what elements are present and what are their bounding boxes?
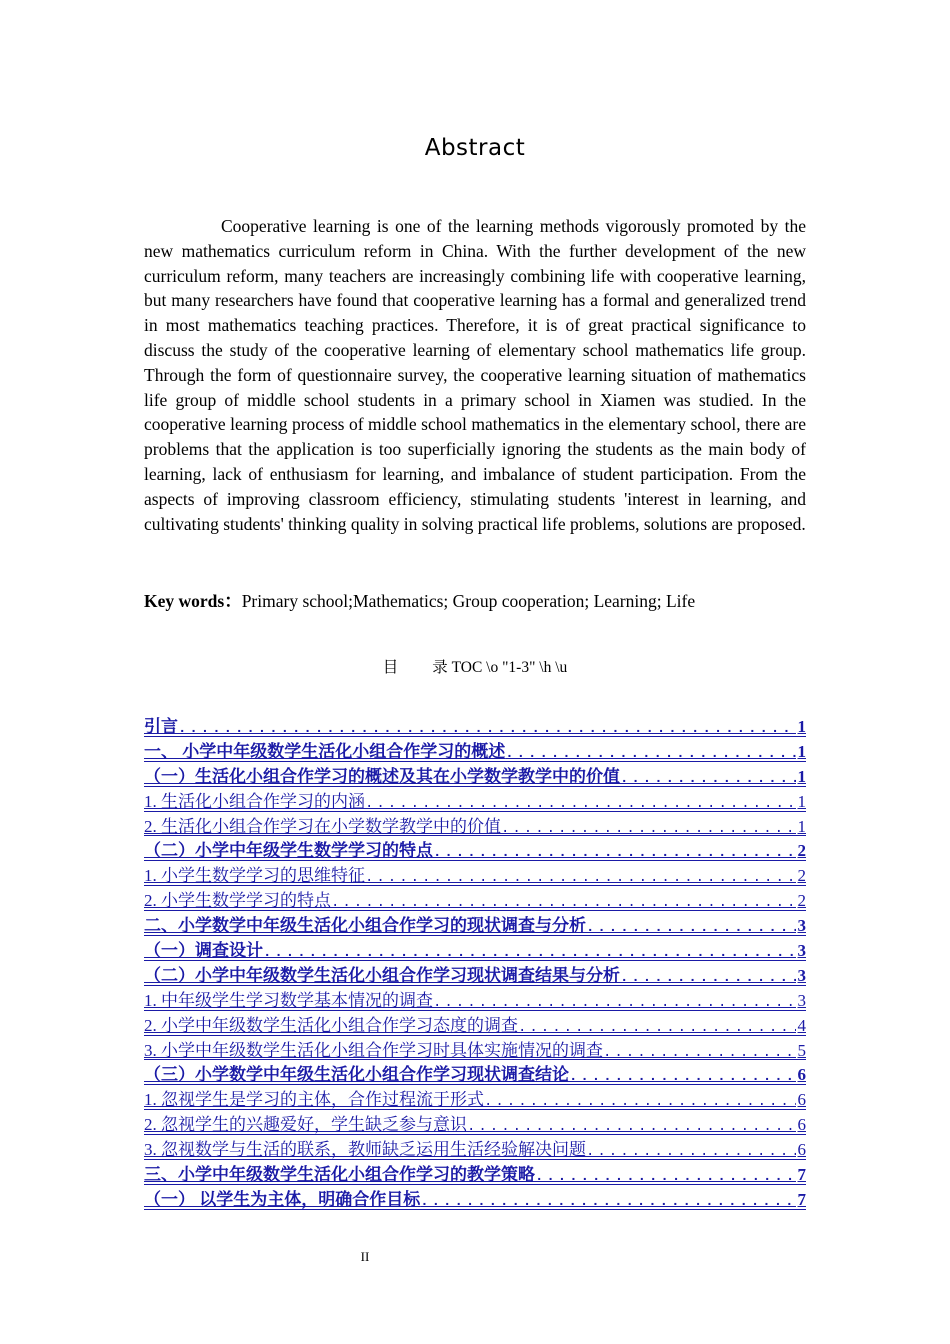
toc-entry-page: 3	[797, 990, 806, 1010]
toc-entry-title: 二、小学数学中年级生活化小组合作学习的现状调查与分析	[144, 916, 586, 936]
toc-entry-title: 3. 小学中年级数学生活化小组合作学习时具体实施情况的调查	[144, 1040, 603, 1060]
toc-entry[interactable]	[144, 1110, 806, 1135]
toc-leader-dots	[505, 746, 795, 762]
toc-entry-title: 引言	[144, 717, 178, 736]
toc-entry-title: 三、小学中年级数学生活化小组合作学习的教学策略	[144, 1165, 535, 1185]
toc-leader-dots	[620, 771, 796, 787]
toc-entry-page: 6	[797, 1140, 806, 1160]
toc-entry[interactable]	[144, 961, 806, 986]
abstract-title: Abstract	[424, 135, 526, 161]
toc-leader-dots	[535, 1169, 796, 1185]
toc-entry-page: 6	[797, 1065, 806, 1085]
toc-entry-page: 3	[797, 916, 806, 936]
toc-entry-page: 5	[797, 1040, 806, 1060]
toc-entry[interactable]	[144, 1135, 806, 1160]
toc-leader-dots	[586, 920, 796, 936]
toc-leader-dots	[603, 1045, 796, 1061]
toc-entry-title: 2. 忽视学生的兴趣爱好，学生缺乏参与意识	[144, 1115, 467, 1135]
toc-entry-title: 2. 小学生数学学习的特点	[144, 891, 331, 911]
toc-entry-title: 1. 生活化小组合作学习的内涵	[144, 791, 365, 811]
toc-entry-title: （一） 以学生为主体，明确合作目标	[144, 1189, 421, 1209]
toc-entry-page: 1	[797, 791, 806, 811]
toc-entry[interactable]	[144, 1060, 806, 1085]
toc-entry[interactable]	[144, 1085, 806, 1110]
toc-leader-dots	[569, 1069, 796, 1085]
keywords-value: Primary school;Mathematics; Group cooperation; Learning; Life	[241, 591, 696, 611]
toc-entry-title: （二）小学中年级学生数学学习的特点	[144, 841, 433, 861]
toc-entry-page: 4	[797, 1015, 806, 1035]
toc-entry-title: 一、 小学中年级数学生活化小组合作学习的概述	[144, 741, 506, 761]
toc-leader-dots	[620, 970, 796, 986]
toc-leader-dots	[433, 995, 796, 1011]
toc-entry[interactable]	[144, 886, 806, 911]
toc-entry-page: 7	[797, 1165, 806, 1185]
toc-entry[interactable]	[144, 986, 806, 1011]
toc-entry-page: 1	[797, 741, 806, 761]
toc-entry-page: 6	[797, 1115, 806, 1135]
toc-entry-title: 1. 忽视学生是学习的主体，合作过程流于形式	[144, 1090, 484, 1110]
keywords-line	[144, 589, 806, 613]
toc-leader-dots	[263, 945, 796, 961]
toc-leader-dots	[484, 1094, 796, 1110]
toc-heading-left: 目	[382, 659, 399, 676]
toc-leader-dots	[467, 1119, 796, 1135]
toc-entry[interactable]	[144, 836, 806, 861]
toc-leader-dots	[178, 721, 796, 737]
toc-entry-title: （二）小学中年级数学生活化小组合作学习现状调查结果与分析	[144, 965, 620, 985]
toc-entry[interactable]	[144, 762, 806, 787]
toc-entry[interactable]	[144, 1011, 806, 1036]
toc-leader-dots	[420, 1194, 795, 1210]
toc-leader-dots	[586, 1144, 796, 1160]
toc-entry[interactable]	[144, 861, 806, 886]
toc-entry-page: 2	[797, 866, 806, 886]
toc-entry-title: 1. 小学生数学学习的思维特征	[144, 866, 365, 886]
toc-entry-page: 2	[797, 841, 806, 861]
toc-leader-dots	[518, 1020, 796, 1036]
toc-entry-page: 1	[797, 717, 806, 736]
toc-entry[interactable]	[144, 936, 806, 961]
toc-heading	[0, 655, 950, 677]
toc-entry-title: （三）小学数学中年级生活化小组合作学习现状调查结论	[144, 1065, 569, 1085]
footer-page-number: II	[360, 1249, 370, 1264]
toc-entry-title: （一）调查设计	[144, 941, 263, 961]
toc-entry[interactable]	[144, 1036, 806, 1061]
toc-entry-title: 2. 小学中年级数学生活化小组合作学习态度的调查	[144, 1015, 518, 1035]
toc-leader-dots	[331, 895, 796, 911]
toc-entry-page: 1	[797, 766, 806, 786]
toc-leader-dots	[365, 796, 796, 812]
toc-entry-page: 1	[797, 816, 806, 836]
toc-entry-page: 2	[797, 891, 806, 911]
toc-leader-dots	[501, 821, 796, 837]
toc-entry[interactable]	[144, 911, 806, 936]
toc-entry-page: 3	[797, 965, 806, 985]
toc-entry[interactable]	[144, 812, 806, 837]
toc-entry-page: 7	[797, 1189, 806, 1209]
toc-entry-title: 1. 中年级学生学习数学基本情况的调查	[144, 990, 433, 1010]
toc-entry[interactable]	[144, 1160, 806, 1185]
toc-entry[interactable]	[144, 737, 806, 762]
toc-entry[interactable]	[144, 712, 806, 737]
toc-entry[interactable]	[144, 787, 806, 812]
abstract-body: Cooperative learning is one of the learning methods vigorously promoted by the new mathematics curriculum reform in China. With the further development of the new curriculum reform, many teachers are increasingly combining life with cooperative learning, but many researchers have found that cooperative learning has a formal and generalized trend in most mathematics teaching practices. Therefore, it is of great practical significance to discuss the study of the cooperative learning of elementary school mathematics life group. Through the form of questionnaire survey, the cooperative learning situation of mathematics life group of middle school students in a primary school in Xiamen was studied. In the cooperative learning process of middle school mathematics in the elementary school, there are problems that the application is too superficially ignoring the students as the main body of learning, lack of enthusiasm for learning, and imbalance of student participation. From the aspects of improving classroom efficiency, stimulating students 'interest in learning, and cultivating students' thinking quality in solving practical life problems, solutions are proposed.	[144, 216, 806, 534]
toc-entry[interactable]	[144, 1185, 806, 1210]
keywords-label: Key words：	[144, 591, 242, 611]
toc-entry-title: 3. 忽视数学与生活的联系，教师缺乏运用生活经验解决问题	[144, 1140, 586, 1160]
toc-entry-title: 2. 生活化小组合作学习在小学数学教学中的价值	[144, 816, 501, 836]
toc-heading-right: 录 TOC \o "1-3" \h \u	[432, 659, 568, 676]
toc-entry-title: （一）生活化小组合作学习的概述及其在小学数学教学中的价值	[144, 766, 620, 786]
toc-leader-dots	[365, 870, 796, 886]
toc-entry-page: 6	[797, 1090, 806, 1110]
toc-leader-dots	[433, 845, 796, 861]
table-of-contents	[144, 712, 806, 1210]
toc-entry-page: 3	[797, 941, 806, 961]
